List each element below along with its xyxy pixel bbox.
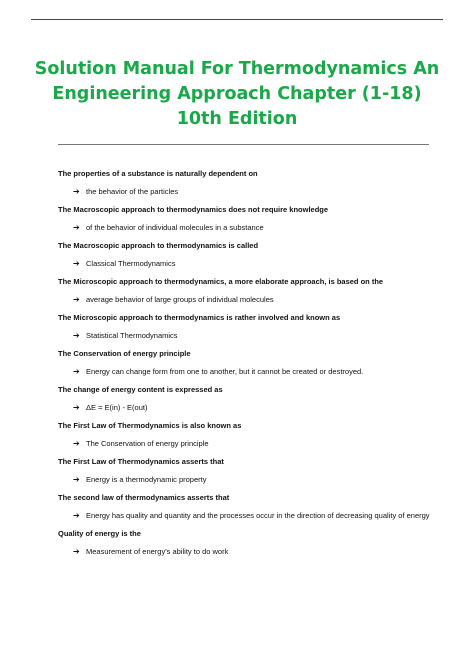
answer-row bbox=[58, 403, 438, 413]
title-line-1: Solution Manual For Thermodynamics An bbox=[34, 59, 440, 79]
answer-row bbox=[58, 367, 438, 377]
answer-text: Statistical Thermodynamics bbox=[86, 331, 178, 340]
title-line-2: Engineering Approach Chapter (1-18) bbox=[52, 84, 422, 104]
top-rule bbox=[31, 19, 443, 20]
title-line-3: 10th Edition bbox=[176, 109, 298, 129]
question-text: The second law of thermodynamics asserts that bbox=[58, 493, 230, 502]
arrow-right-icon: ➔ bbox=[73, 223, 80, 232]
arrow-right-icon: ➔ bbox=[73, 367, 80, 376]
arrow-right-icon: ➔ bbox=[73, 547, 80, 556]
question-text: The properties of a substance is naturally dependent on bbox=[58, 169, 258, 178]
arrow-right-icon: ➔ bbox=[73, 511, 80, 520]
document-title bbox=[20, 57, 454, 132]
question-text: The Microscopic approach to thermodynamics is rather involved and known as bbox=[58, 313, 341, 322]
question-text: The Conservation of energy principle bbox=[58, 349, 191, 358]
qa-item bbox=[58, 349, 438, 377]
qa-item bbox=[58, 385, 438, 413]
question-text: The First Law of Thermodynamics is also known as bbox=[58, 421, 242, 430]
answer-row bbox=[58, 259, 438, 269]
arrow-right-icon: ➔ bbox=[73, 187, 80, 196]
arrow-right-icon: ➔ bbox=[73, 439, 80, 448]
qa-item bbox=[58, 241, 438, 269]
answer-text: The Conservation of energy principle bbox=[86, 439, 209, 448]
qa-item bbox=[58, 277, 438, 305]
question-text: The Macroscopic approach to thermodynamics does not require knowledge bbox=[58, 205, 329, 214]
question-text: The First Law of Thermodynamics asserts that bbox=[58, 457, 224, 466]
question-text: The change of energy content is expressed as bbox=[58, 385, 223, 394]
answer-row bbox=[58, 511, 438, 521]
answer-text: average behavior of large groups of individual molecules bbox=[86, 295, 274, 304]
qa-item bbox=[58, 169, 438, 197]
qa-item bbox=[58, 313, 438, 341]
question-text: The Macroscopic approach to thermodynamics is called bbox=[58, 241, 259, 250]
answer-text: Measurement of energy's ability to do work bbox=[86, 547, 229, 556]
answer-row bbox=[58, 223, 438, 233]
question-text: The Microscopic approach to thermodynamics, a more elaborate approach, is based on the bbox=[58, 277, 384, 286]
answer-row bbox=[58, 187, 438, 197]
arrow-right-icon: ➔ bbox=[73, 475, 80, 484]
answer-text: Energy is a thermodynamic property bbox=[86, 475, 207, 484]
arrow-right-icon: ➔ bbox=[73, 295, 80, 304]
qa-list bbox=[58, 169, 438, 565]
arrow-right-icon: ➔ bbox=[73, 403, 80, 412]
answer-row bbox=[58, 475, 438, 485]
answer-text: the behavior of the particles bbox=[86, 187, 179, 196]
answer-row bbox=[58, 331, 438, 341]
answer-text: Energy can change form from one to another, but it cannot be created or destroyed. bbox=[86, 367, 364, 376]
qa-item bbox=[58, 457, 438, 485]
qa-item bbox=[58, 205, 438, 233]
answer-text: Classical Thermodynamics bbox=[86, 259, 176, 268]
qa-item bbox=[58, 493, 438, 521]
answer-text: Energy has quality and quantity and the processes occur in the direction of decreasing quality of energy bbox=[86, 511, 430, 520]
title-separator bbox=[58, 144, 429, 145]
answer-row bbox=[58, 295, 438, 305]
answer-row bbox=[58, 439, 438, 449]
answer-text: ΔE = E(in) - E(out) bbox=[86, 403, 148, 412]
qa-item bbox=[58, 529, 438, 557]
question-text: Quality of energy is the bbox=[58, 529, 141, 538]
arrow-right-icon: ➔ bbox=[73, 331, 80, 340]
answer-text: of the behavior of individual molecules in a substance bbox=[86, 223, 264, 232]
arrow-right-icon: ➔ bbox=[73, 259, 80, 268]
answer-row bbox=[58, 547, 438, 557]
qa-item bbox=[58, 421, 438, 449]
